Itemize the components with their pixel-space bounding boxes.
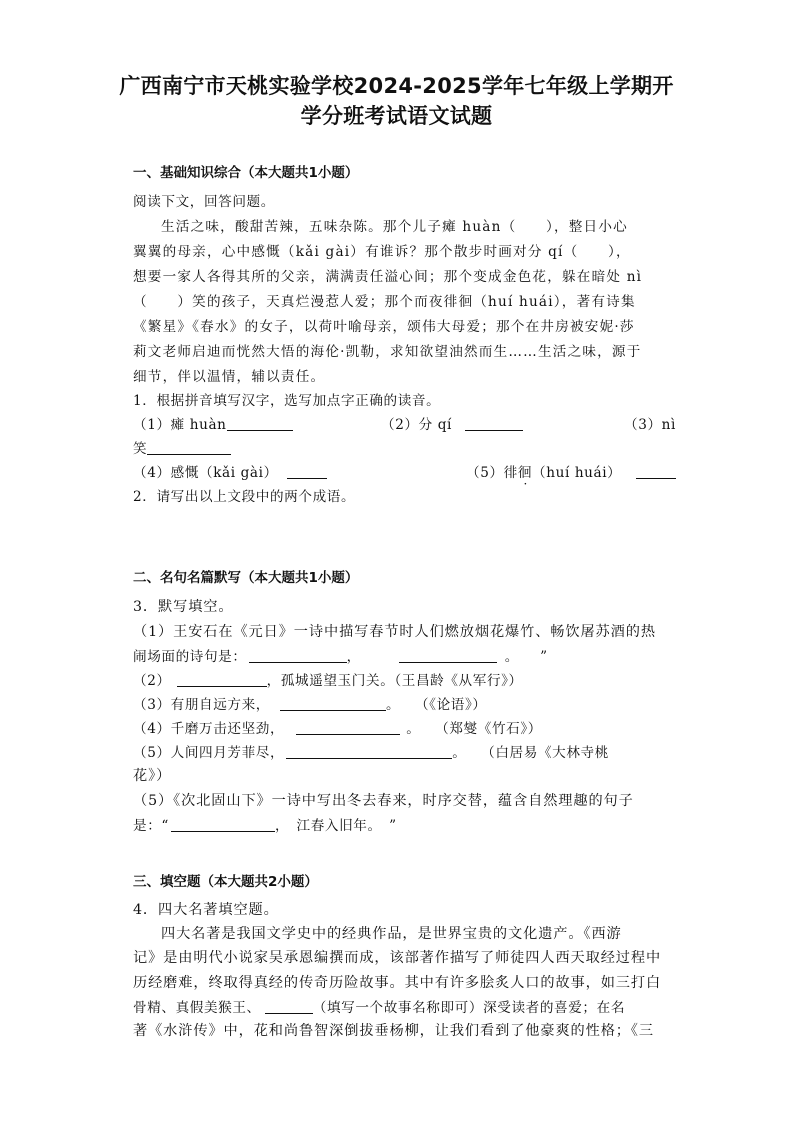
answer-blank[interactable] xyxy=(265,999,313,1014)
q3-line: （5）《次北固山下》一诗中写出冬去春来，时序交替，蕴含自然理趣的句子 xyxy=(133,793,634,809)
q3-item-5-source: 。 （白居易《大林寺桃 xyxy=(452,745,609,761)
answer-blank[interactable] xyxy=(636,464,676,479)
q3-intro: 3．默写填空。 xyxy=(133,599,234,615)
q3-item-1-quote: ” xyxy=(540,649,548,665)
q1-answer-5 xyxy=(466,461,676,481)
q3-item-4-prompt: （4）千磨万击还坚劲， xyxy=(133,721,285,737)
q4-passage-line: 历经磨难，终取得真经的传奇历险故事。其中有许多脍炙人口的故事，如三打白 xyxy=(133,975,662,991)
q4-intro: 4．四大名著填空题。 xyxy=(133,902,279,918)
q3-item-6-rest: ， 江春入旧年。 ” xyxy=(274,818,397,834)
q3-line: （1）王安石在《元日》一诗中描写春节时人们燃放烟花爆竹、畅饮屠苏酒的热 xyxy=(133,624,656,640)
q3-item-1-comma: ， xyxy=(346,649,361,665)
q1-answer-5-label-a: （5）徘 xyxy=(466,465,518,481)
section-heading-basic-knowledge: 一、基础知识综合（本大题共1小题） xyxy=(133,165,359,181)
q3-item-3 xyxy=(133,693,487,713)
q1-passage-line: 生活之味，酸甜苦辣，五味杂陈。那个儿子瘫 huàn（ ），整日小心 xyxy=(161,219,628,235)
q4-passage-line: 著《水浒传》中，花和尚鲁智深倒拔垂杨柳，让我们看到了他豪爽的性格；《三 xyxy=(133,1023,654,1039)
q1-answer-4-label: （4）感慨（kǎi gài） xyxy=(133,465,278,481)
q3-item-5-prompt: （5）人间四月芳菲尽， xyxy=(133,745,285,761)
q1-answer-3 xyxy=(133,437,231,457)
answer-blank[interactable] xyxy=(249,648,347,663)
q1-intro: 阅读下文，回答问题。 xyxy=(133,194,275,210)
q4-passage-line: 记》是由明代小说家吴承恩编撰而成，该部著作描写了师徒四人西天取经过程中 xyxy=(133,950,662,966)
q1-passage-line: （ ）笑的孩子，天真烂漫惹人爱；那个而夜徘徊（huí huái），著有诗集 xyxy=(133,294,636,310)
answer-blank[interactable] xyxy=(296,720,400,735)
page-title-line-2: 学分班考试语文试题 xyxy=(300,104,493,128)
answer-blank[interactable] xyxy=(280,696,386,711)
answer-blank[interactable] xyxy=(227,416,293,431)
q1-answer-1-label: （1）瘫 huàn xyxy=(133,417,227,433)
section-heading-recitation: 二、名句名篇默写（本大题共1小题） xyxy=(133,570,359,586)
q3-item-3-source: 。 （《论语》） xyxy=(386,697,487,713)
q3-item-2-rest: ，孤城遥望玉门关。（王昌龄《从军行》） xyxy=(266,673,523,689)
q1-answer-4 xyxy=(133,461,327,481)
answer-blank[interactable] xyxy=(147,440,231,455)
answer-blank[interactable] xyxy=(287,464,327,479)
q3-item-5 xyxy=(133,741,609,761)
q3-item-4 xyxy=(133,717,542,737)
q1-answer-3-suffix: 笑 xyxy=(133,441,148,457)
q4-passage-rest: （填写一个故事名称即可）深受读者的喜爱；在名 xyxy=(312,1000,626,1016)
section-heading-fill-in: 三、填空题（本大题共2小题） xyxy=(133,874,318,890)
q1-answer-3-label: （3）nì xyxy=(624,417,676,433)
answer-blank[interactable] xyxy=(286,744,452,759)
q1-passage-line: 《繁星》《春水》的女子，以荷叶喻母亲，颂伟大母爱；那个在井房被安妮·莎 xyxy=(133,319,635,335)
q1-passage-line: 莉文老师启迪而恍然大悟的海伦·凯勒，求知欲望油然而生……生活之味，源于 xyxy=(133,344,642,360)
q1-answer-5-dotted-char: 徊 xyxy=(517,465,533,481)
answer-blank[interactable] xyxy=(465,416,523,431)
page-title-line-1: 广西南宁市天桃实验学校2024-2025学年七年级上学期开 xyxy=(119,74,674,98)
q3-item-2 xyxy=(133,669,523,689)
q1-passage-line: 翼翼的母亲，心中感慨（kǎi gài）有谁诉？那个散步时画对分 qí（ ）， xyxy=(133,244,631,260)
q1-answer-5-label-c: （huí huái） xyxy=(532,465,622,481)
q1-passage-line: 细节，伴以温情，辅以责任。 xyxy=(133,369,326,385)
q3-item-6-prompt: 是：“ xyxy=(133,818,169,834)
q4-passage-prompt: 骨精、真假美猴王、 xyxy=(133,1000,261,1016)
q1-answer-1 xyxy=(133,413,293,433)
q1-answer-2 xyxy=(381,413,523,433)
q3-item-1 xyxy=(133,645,548,665)
q1-answer-2-label: （2）分 qí xyxy=(381,417,453,433)
q1-passage-line: 想要一家人各得其所的父亲，满满责任溢心间；那个变成金色花，躲在暗处 nì xyxy=(133,269,643,285)
q1-task-2: 2．请写出以上文段中的两个成语。 xyxy=(133,489,356,505)
q3-item-4-source: 。 （郑燮《竹石》） xyxy=(406,721,542,737)
q4-passage-line-with-blank xyxy=(133,996,625,1016)
q4-passage-line: 四大名著是我国文学史中的经典作品，是世界宝贵的文化遗产。《西游 xyxy=(161,926,622,942)
q3-item-1-prompt: 闹场面的诗句是： xyxy=(133,649,247,665)
answer-blank[interactable] xyxy=(171,817,275,832)
q3-item-2-prompt: （2） xyxy=(133,673,171,689)
q3-item-3-prompt: （3）有朋自远方来， xyxy=(133,697,270,713)
answer-blank[interactable] xyxy=(399,648,497,663)
q1-task-1: 1．根据拼音填写汉字，选写加点字正确的读音。 xyxy=(133,393,441,409)
q3-item-1-period: 。 xyxy=(504,649,513,665)
q3-line: 花》） xyxy=(133,768,172,784)
answer-blank[interactable] xyxy=(177,672,267,687)
q3-item-6 xyxy=(133,814,397,834)
